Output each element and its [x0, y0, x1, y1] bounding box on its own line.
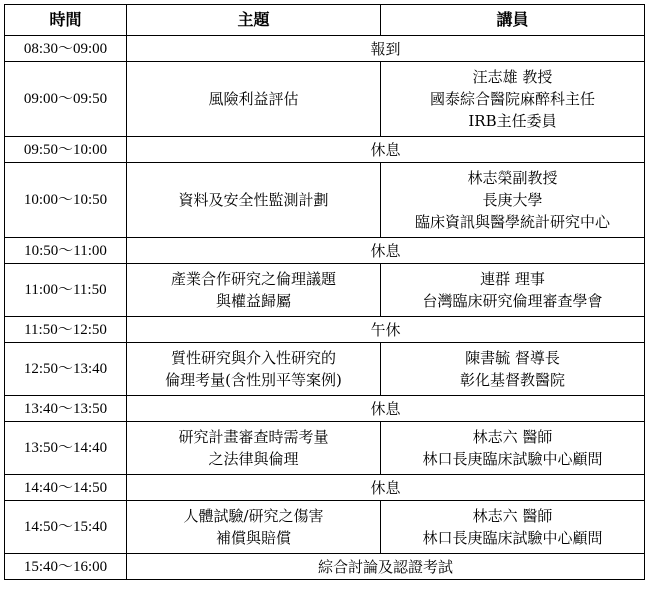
merged-cell: 休息	[127, 137, 645, 163]
time-cell: 08:30～09:00	[5, 36, 127, 62]
topic-line: 資料及安全性監測計劃	[178, 191, 329, 209]
table-row	[5, 475, 645, 501]
topic-line: 質性研究與介入性研究的	[170, 349, 336, 367]
table-row	[5, 396, 645, 422]
table-row	[5, 554, 645, 580]
time-cell: 13:50～14:40	[5, 422, 127, 475]
topic-line: 風險利益評估	[208, 90, 299, 108]
table-row	[5, 62, 645, 137]
table-row	[5, 264, 645, 317]
time-cell: 13:40～13:50	[5, 396, 127, 422]
merged-cell: 午休	[127, 317, 645, 343]
header-topic: 主題	[127, 5, 381, 36]
time-cell: 09:50～10:00	[5, 137, 127, 163]
speaker-line: 林志六 醫師	[472, 507, 553, 525]
merged-cell: 休息	[127, 475, 645, 501]
topic-cell	[127, 422, 381, 475]
topic-line: 研究計畫審查時需考量	[178, 428, 329, 446]
speaker-cell	[381, 264, 645, 317]
speaker-line: 林口長庚臨床試驗中心顧問	[422, 529, 603, 547]
speaker-line: 臨床資訊與醫學統計研究中心	[414, 213, 610, 231]
topic-cell	[127, 163, 381, 238]
speaker-cell	[381, 62, 645, 137]
time-cell: 10:50～11:00	[5, 238, 127, 264]
topic-line: 之法律與倫理	[208, 450, 299, 468]
topic-line: 與權益歸屬	[215, 292, 291, 310]
time-cell: 09:00～09:50	[5, 62, 127, 137]
topic-cell	[127, 343, 381, 396]
table-row	[5, 422, 645, 475]
merged-cell: 報到	[127, 36, 645, 62]
table-row	[5, 238, 645, 264]
time-cell: 11:00～11:50	[5, 264, 127, 317]
time-cell: 12:50～13:40	[5, 343, 127, 396]
speaker-cell	[381, 422, 645, 475]
speaker-cell	[381, 501, 645, 554]
topic-line: 產業合作研究之倫理議題	[170, 270, 336, 288]
time-cell: 10:00～10:50	[5, 163, 127, 238]
header-row	[5, 5, 645, 36]
speaker-line: 林志榮副教授	[467, 169, 558, 187]
topic-line: 補償與賠償	[215, 529, 291, 547]
time-cell: 14:50～15:40	[5, 501, 127, 554]
table-row	[5, 501, 645, 554]
table-row	[5, 36, 645, 62]
merged-cell: 綜合討論及認證考試	[127, 554, 645, 580]
speaker-line: 連群 理事	[480, 270, 545, 288]
time-cell: 15:40～16:00	[5, 554, 127, 580]
topic-line: 倫理考量(含性別平等案例)	[165, 371, 342, 389]
merged-cell: 休息	[127, 396, 645, 422]
speaker-line: 陳書毓 督導長	[465, 349, 560, 367]
speaker-line: 汪志雄 教授	[472, 68, 553, 86]
speaker-line: 林志六 醫師	[472, 428, 553, 446]
speaker-line: 彰化基督教醫院	[459, 371, 565, 389]
topic-cell	[127, 264, 381, 317]
table-row	[5, 317, 645, 343]
speaker-line: 長庚大學	[482, 191, 543, 209]
topic-cell	[127, 62, 381, 137]
table-row	[5, 137, 645, 163]
header-time: 時間	[5, 5, 127, 36]
speaker-line: 台灣臨床研究倫理審查學會	[422, 292, 603, 310]
topic-cell	[127, 501, 381, 554]
header-speaker: 講員	[381, 5, 645, 36]
speaker-line: 國泰綜合醫院麻醉科主任	[429, 90, 595, 108]
table-row	[5, 163, 645, 238]
speaker-line: IRB主任委員	[468, 112, 557, 130]
topic-line: 人體試驗/研究之傷害	[183, 507, 324, 525]
time-cell: 14:40～14:50	[5, 475, 127, 501]
schedule-table	[4, 4, 645, 580]
speaker-line: 林口長庚臨床試驗中心顧問	[422, 450, 603, 468]
merged-cell: 休息	[127, 238, 645, 264]
speaker-cell	[381, 343, 645, 396]
table-row	[5, 343, 645, 396]
speaker-cell	[381, 163, 645, 238]
time-cell: 11:50～12:50	[5, 317, 127, 343]
